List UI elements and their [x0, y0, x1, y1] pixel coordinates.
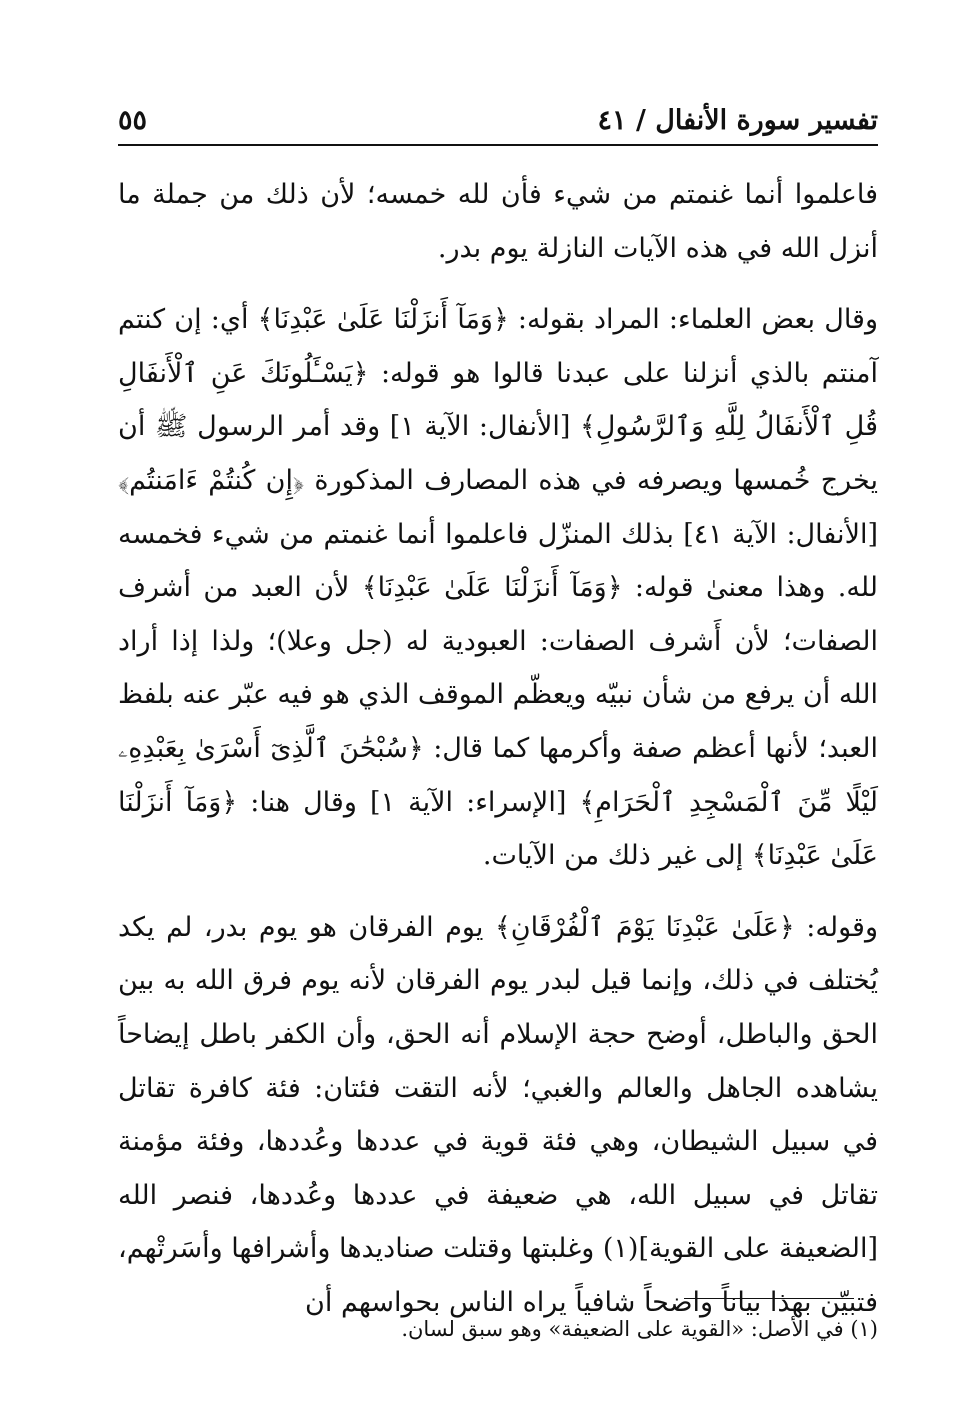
running-title: تفسير سورة الأنفال / ٤١: [597, 105, 878, 136]
paragraph-1: فاعلموا أنما غنمتم من شيء فأن لله خمسه؛ لأن ذلك من جملة ما أنزل الله في هذه الآيات النازلة يوم بدر.: [118, 179, 878, 264]
page-number: ٥٥: [118, 105, 148, 136]
paragraph-gap: [118, 883, 878, 901]
paragraph-gap: [118, 275, 878, 293]
paragraph-2: وقال بعض العلماء: المراد بقوله: ﴿وَمَآ أَنزَلْنَا عَلَىٰ عَبْدِنَا﴾ أي: إن كنتم آمنتم بالذي أنزلنا على عبدنا قالوا هو قوله: ﴿يَسْـَٔلُونَكَ عَنِ ٱلْأَنفَالِ قُلِ ٱلْأَنفَالُ لِلَّهِ وَٱلرَّسُولِ﴾ [الأنفال: الآية ١] وقد أمر الرسول ﷺ أن يخرج خُمسها ويصرفه في هذه المصارف المذكورة ﴿إِن كُنتُمْ ءَامَنتُم﴾ [الأنفال: الآية ٤١] بذلك المنزّل فاعلموا أنما غنمتم من شيء فخمسه لله. وهذا معنىٰ قوله: ﴿وَمَآ أَنزَلْنَا عَلَىٰ عَبْدِنَا﴾ لأن العبد من أشرف الصفات؛ لأن أَشرف الصفات: العبودية له (جل وعلا)؛ ولذا إذا أراد الله أن يرفع من شأن نبيّه ويعظّم الموقف الذي هو فيه عبّر عنه بلفظ العبد؛ لأنها أعظم صفة وأكرمها كما قال: ﴿سُبْحَٰنَ ٱلَّذِىٓ أَسْرَىٰ بِعَبْدِهِۦ لَيْلًا مِّنَ ٱلْمَسْجِدِ ٱلْحَرَامِ﴾ [الإسراء: الآية ١] وقال هنا: ﴿وَمَآ أَنزَلْنَا عَلَىٰ عَبْدِنَا﴾ إلى غير ذلك من الآيات.: [118, 304, 878, 872]
page-header: [118, 104, 878, 146]
footnote: (١) في الأصل: «القوية على الضعيفة» وهو سبق لسان.: [401, 1317, 878, 1341]
paragraph-3: وقوله: ﴿عَلَىٰ عَبْدِنَا يَوْمَ ٱلْفُرْقَانِ﴾ يوم الفرقان هو يوم بدر، لم يكد يُختلف في ذلك، وإنما قيل لبدر يوم الفرقان لأنه يوم فرق الله به بين الحق والباطل، أوضح حجة الإسلام أنه الحق، وأن الكفر باطل إيضاحاً يشاهده الجاهل والعالم والغبي؛ لأنه التقت فئتان: فئة كافرة تقاتل في سبيل الشيطان، وهي فئة قوية في عددها وعُددها، وفئة مؤمنة تقاتل في سبيل الله، هي ضعيفة في عددها وعُددها، فنصر الله [الضعيفة على القوية](١) وغلبتها وقتلت صناديدها وأشرافها وأسَرتْهم، فتبيّن بهذا بياناً واضحاً شافياً يراه الناس بحواسهم أن: [118, 911, 879, 1318]
main-text: [118, 168, 878, 1329]
footnote-separator: [684, 1298, 854, 1299]
